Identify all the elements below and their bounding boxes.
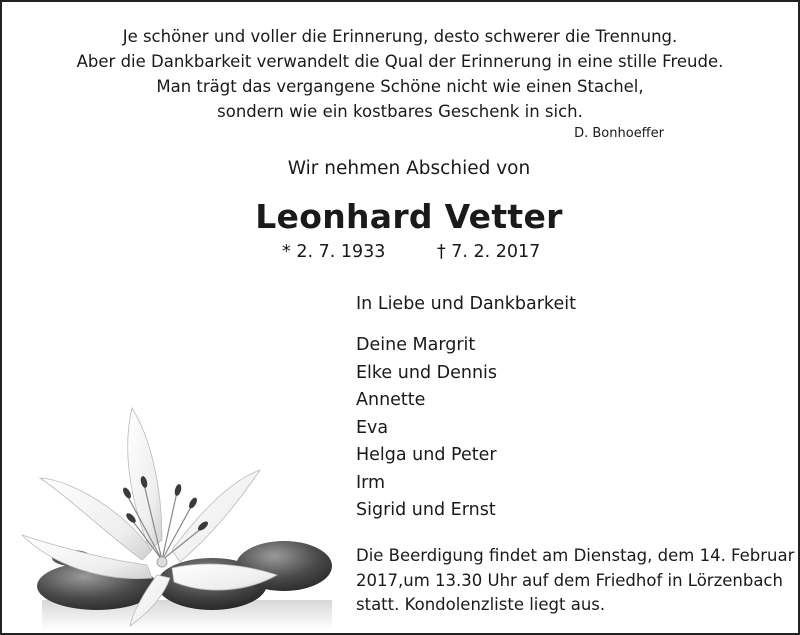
gratitude-line: In Liebe und Dankbarkeit	[356, 294, 576, 314]
quote-line: Je schöner und voller die Erinnerung, desto schwerer die Trennung.	[122, 27, 678, 46]
funeral-line: statt. Kondolenzliste liegt aus.	[356, 595, 606, 614]
quote-line: sondern wie ein kostbares Geschenk in sich.	[217, 102, 583, 121]
funeral-line: Die Beerdigung findet am Dienstag, dem 14. Februar	[356, 546, 795, 565]
mourner-item: Eva	[356, 417, 389, 438]
memorial-quote	[2, 24, 798, 124]
life-dates	[282, 242, 540, 262]
deceased-name: Leonhard Vetter	[255, 197, 563, 236]
farewell-intro: Wir nehmen Abschied von	[287, 158, 531, 179]
death-date: † 7. 2. 2017	[436, 242, 541, 262]
lily-on-stones-icon	[12, 400, 342, 632]
quote-line: Aber die Dankbarkeit verwandelt die Qual der Erinnerung in eine stille Freude.	[76, 52, 724, 71]
mourner-item: Irm	[356, 472, 386, 493]
mourner-item: Annette	[356, 390, 426, 410]
funeral-notice	[356, 544, 794, 618]
mourners-list	[356, 332, 497, 525]
funeral-line: 2017,um 13.30 Uhr auf dem Friedhof in Lörzenbach	[356, 570, 783, 590]
quote-line: Man trägt das vergangene Schöne nicht wie einen Stachel,	[156, 77, 644, 96]
mourner-item: Deine Margrit	[356, 335, 476, 355]
mourner-item: Helga und Peter	[356, 445, 497, 465]
mourner-item: Sigrid und Ernst	[356, 500, 496, 520]
birth-date: * 2. 7. 1933	[282, 242, 386, 262]
mourner-item: Elke und Dennis	[356, 362, 498, 383]
quote-author: D. Bonhoeffer	[574, 126, 664, 141]
